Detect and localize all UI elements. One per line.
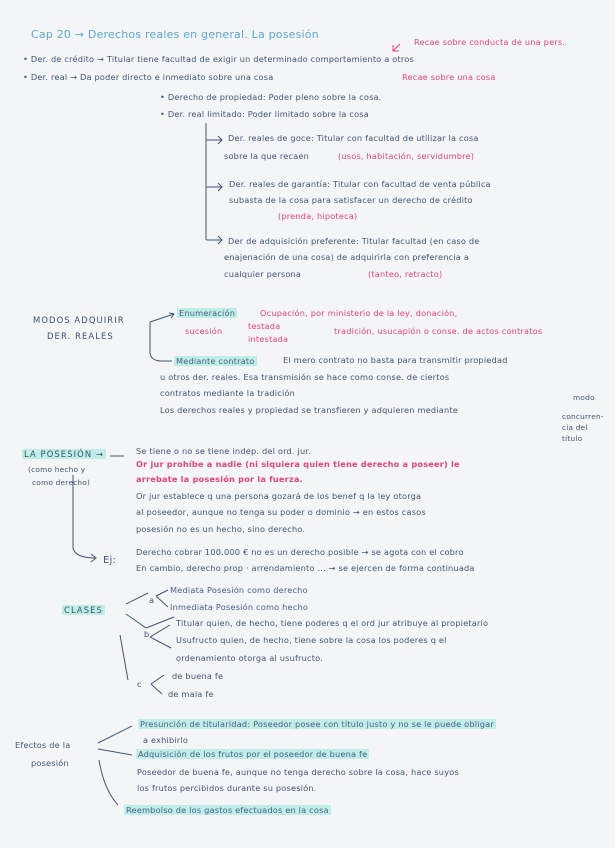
clase-c-line-2: de mala fe bbox=[168, 689, 214, 699]
example-label: Ej: bbox=[103, 555, 117, 566]
modo-note-2: concurren- bbox=[562, 412, 604, 421]
posesion-sub-1: (como hecho y bbox=[28, 465, 86, 474]
real-right-note: Recae sobre una cosa bbox=[402, 72, 496, 82]
contrato-label: Mediante contrato bbox=[176, 356, 255, 366]
adquisicion-line-3: cualquier persona bbox=[224, 269, 302, 279]
credit-right-line: • Der. de crédito → Titular tiene facultad de exigir un determinado comportamiento a otros bbox=[23, 54, 414, 64]
clase-a-line-1: Mediata Posesión como derecho bbox=[170, 585, 308, 595]
adquisicion-examples: (tanteo, retracto) bbox=[368, 269, 443, 279]
example-line-2: En cambio, derecho prop · arrendamiento ... → se ejercen de forma continuada bbox=[136, 563, 475, 573]
efecto-1-line: Presunción de titularidad: Poseedor posee con título justo y no se le puede obligar bbox=[140, 719, 494, 729]
clases-heading: CLASES bbox=[64, 605, 103, 615]
real-right-line: • Der. real → Da poder directo e inmediato sobre una cosa bbox=[23, 72, 274, 82]
posesion-line-4: Or jur establece q una persona gozará de los benef q la ley otorga bbox=[136, 491, 422, 501]
goce-line-1: Der. reales de goce: Titular con facultad de utilizar la cosa bbox=[228, 133, 479, 143]
enumeracion-label: Enumeración bbox=[179, 308, 236, 318]
clase-b-line-2: Usufructo quien, de hecho, tiene sobre la cosa los poderes q el bbox=[176, 635, 447, 645]
clase-b-line-3: ordenamiento otorga al usufructo. bbox=[176, 653, 323, 663]
clase-b-marker: b bbox=[144, 629, 150, 639]
garantia-examples: (prenda, hipoteca) bbox=[278, 211, 358, 221]
posesion-sub-2: como derecho) bbox=[32, 478, 91, 487]
efectos-heading-2: posesión bbox=[31, 758, 69, 768]
efectos-heading-1: Efectos de la bbox=[15, 740, 71, 750]
contrato-line-3: contratos mediante la tradición bbox=[160, 388, 296, 398]
sucesion-testada: testada bbox=[248, 321, 281, 331]
efecto-3-line: Reembolso de los gastos efectuados en la cosa bbox=[126, 805, 329, 815]
enumeracion-line-1: Ocupación, por ministerio de la ley, donación, bbox=[260, 308, 458, 318]
limited-right-line: • Der. real limitado: Poder limitado sobre la cosa bbox=[160, 109, 369, 119]
garantia-line-1: Der. reales de garantía: Titular con facultad de venta pública bbox=[229, 179, 491, 189]
posesion-line-3: arrebate la posesión por la fuerza. bbox=[136, 474, 303, 484]
contrato-line-4: Los derechos reales y propiedad se transfieren y adquieren mediante bbox=[160, 405, 458, 415]
clase-b-line-1: Titular quien, de hecho, tiene poderes q el ord jur atribuye al propietario bbox=[176, 618, 489, 628]
posesion-line-2: Or jur prohíbe a nadie (ni siquiera quien tiene derecho a poseer) le bbox=[136, 459, 460, 469]
garantia-line-2: subasta de la cosa para satisfacer un derecho de crédito bbox=[229, 195, 473, 205]
modos-heading-1: MODOS ADQUIRIR bbox=[33, 315, 125, 325]
modo-note-3: cia del bbox=[562, 423, 588, 432]
posesion-line-1: Se tiene o no se tiene indep. del ord. jur. bbox=[136, 446, 311, 456]
modo-note-1: modo bbox=[573, 393, 595, 402]
goce-line-2: sobre la que recaen bbox=[224, 151, 309, 161]
clase-c-line-1: de buena fe bbox=[172, 671, 224, 681]
efecto-1-line-b: a exhibirlo bbox=[143, 735, 189, 745]
efecto-2-line: Adquisición de los frutos por el poseedor de buena fe bbox=[138, 749, 368, 759]
enumeracion-line-2: tradición, usucapión o conse. de actos contratos bbox=[334, 326, 543, 336]
efecto-2-line-b: Poseedor de buena fe, aunque no tenga derecho sobre la cosa, hace suyos bbox=[137, 767, 459, 777]
example-line-1: Derecho cobrar 100.000 € no es un derecho posible → se agota con el cobro bbox=[136, 547, 464, 557]
efecto-2-line-c: los frutos percibidos durante su posesión. bbox=[137, 783, 317, 793]
posesion-line-5: al poseedor, aunque no tenga su poder o dominio → en estos casos bbox=[136, 507, 426, 517]
contrato-line-2: u otros der. reales. Esa transmisión se hace como conse. de ciertos bbox=[160, 372, 450, 382]
title-note: Recae sobre conducta de una pers. bbox=[414, 37, 566, 47]
contrato-line-1: El mero contrato no basta para transmitir propiedad bbox=[283, 355, 508, 365]
sucesion-word: sucesión bbox=[185, 326, 223, 336]
adquisicion-line-1: Der de adquisición preferente: Titular facultad (en caso de bbox=[228, 236, 480, 246]
modo-note-4: título bbox=[562, 434, 583, 443]
clase-c-marker: c bbox=[137, 679, 142, 689]
posesion-heading: LA POSESIÓN → bbox=[24, 449, 105, 459]
posesion-line-6: posesión no es un hecho, sino derecho. bbox=[136, 524, 306, 534]
property-right-line: • Derecho de propiedad: Poder pleno sobre la cosa. bbox=[160, 92, 382, 102]
clase-a-line-2: Inmediata Posesión como hecho bbox=[170, 602, 309, 612]
goce-examples: (usos, habitación, servidumbre) bbox=[338, 151, 475, 161]
sucesion-intestada: intestada bbox=[248, 334, 289, 344]
adquisicion-line-2: enajenación de una cosa) de adquirirla con preferencia a bbox=[224, 252, 470, 262]
modos-heading-2: DER. REALES bbox=[47, 331, 114, 341]
page-title: Cap 20 → Derechos reales en general. La posesión bbox=[31, 28, 319, 41]
clase-a-marker: a bbox=[149, 595, 155, 605]
